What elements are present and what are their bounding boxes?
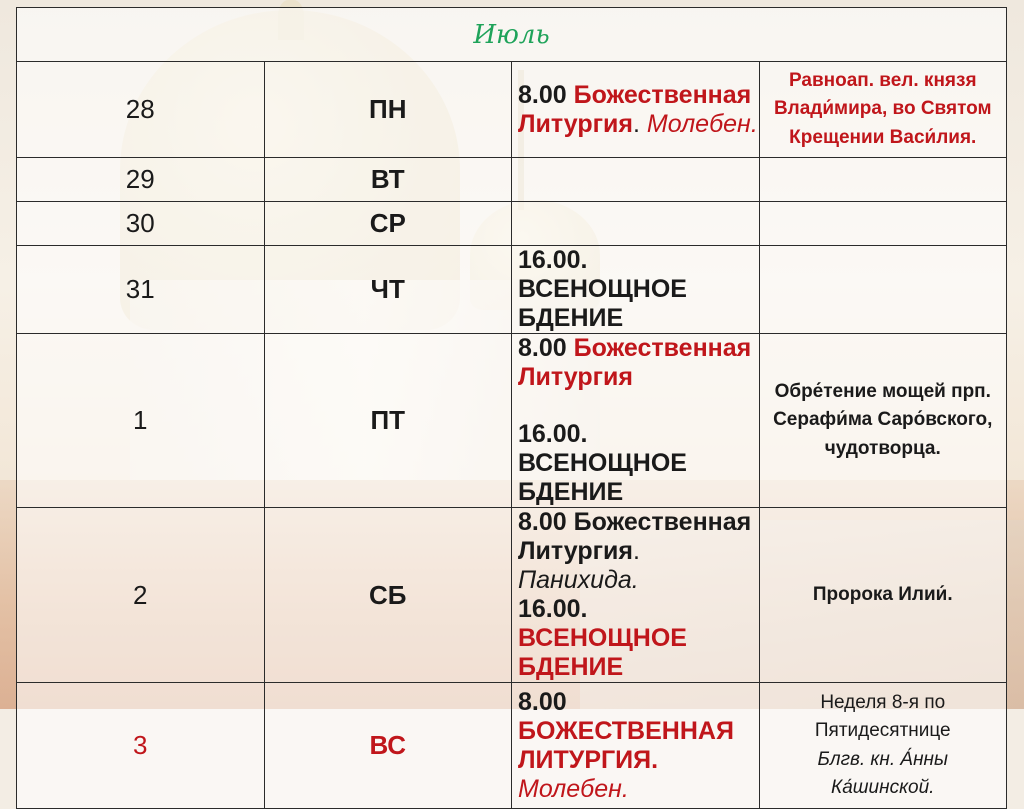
table-row (17, 683, 1007, 809)
day-number: 31 (17, 246, 265, 334)
service-separator: . (651, 745, 659, 774)
day-number: 1 (17, 334, 265, 508)
service-line (518, 334, 759, 392)
service-line (518, 595, 759, 682)
service-extra: Молебен. (518, 774, 629, 803)
service-extra: Панихида. (518, 566, 639, 594)
weekday: ВС (264, 683, 512, 809)
service-time: 16.00. (518, 420, 588, 448)
day-number: 28 (17, 62, 265, 158)
service-name: Божественная Литургия (518, 80, 752, 138)
service-time: 16.00. (518, 246, 588, 274)
feast-cell (759, 246, 1007, 334)
feast-cell (759, 158, 1007, 202)
table-row (17, 158, 1007, 202)
service-separator: . (633, 109, 647, 138)
table-row (17, 62, 1007, 158)
feast-line: Неделя 8-я по Пятидесятнице (814, 691, 951, 741)
feast-line: Блгв. кн. А́нны Ка́шинской. (817, 748, 948, 798)
day-number: 2 (17, 508, 265, 683)
service-cell (512, 334, 760, 508)
weekday: ВТ (264, 158, 512, 202)
month-header-row (17, 8, 1007, 62)
month-title: Июль (473, 19, 550, 50)
schedule-table (16, 7, 1007, 809)
service-time: 8.00 (518, 508, 574, 536)
table-row (17, 508, 1007, 683)
feast-cell (759, 683, 1007, 809)
service-time: 8.00 (518, 80, 574, 109)
service-line (518, 508, 759, 595)
service-time: 8.00 (518, 687, 567, 716)
service-cell (512, 246, 760, 334)
service-cell (512, 202, 760, 246)
service-name: Божественная Литургия (518, 508, 752, 565)
feast-cell: Пророка Илии́. (759, 508, 1007, 683)
service-extra: Молебен. (646, 109, 758, 138)
weekday: СР (264, 202, 512, 246)
service-name: ВСЕНОЩНОЕ БДЕНИЕ (518, 275, 687, 332)
service-cell (512, 62, 760, 158)
weekday: ЧТ (264, 246, 512, 334)
day-number: 30 (17, 202, 265, 246)
service-name: Божественная Литургия (518, 334, 752, 391)
service-name: ВСЕНОЩНОЕ БДЕНИЕ (518, 449, 687, 506)
feast-cell: Обре́тение мощей прп. Серафи́ма Саро́вского, чудотворца. (759, 334, 1007, 508)
weekday: СБ (264, 508, 512, 683)
table-row (17, 202, 1007, 246)
day-number: 3 (17, 683, 265, 809)
day-number: 29 (17, 158, 265, 202)
table-row (17, 334, 1007, 508)
service-name: ВСЕНОЩНОЕ БДЕНИЕ (518, 624, 687, 681)
service-cell (512, 683, 760, 809)
service-name: БОЖЕСТВЕННАЯ ЛИТУРГИЯ (518, 716, 734, 774)
service-time: 16.00. (518, 595, 588, 623)
service-line (518, 420, 759, 507)
service-time: 8.00 (518, 334, 574, 362)
weekday: ПТ (264, 334, 512, 508)
feast-cell: Равноап. вел. князя Влади́мира, во Святом Крещении Васи́лия. (759, 62, 1007, 158)
feast-cell (759, 202, 1007, 246)
weekday: ПН (264, 62, 512, 158)
table-row (17, 246, 1007, 334)
service-separator: . (633, 537, 640, 565)
service-cell (512, 158, 760, 202)
service-cell (512, 508, 760, 683)
